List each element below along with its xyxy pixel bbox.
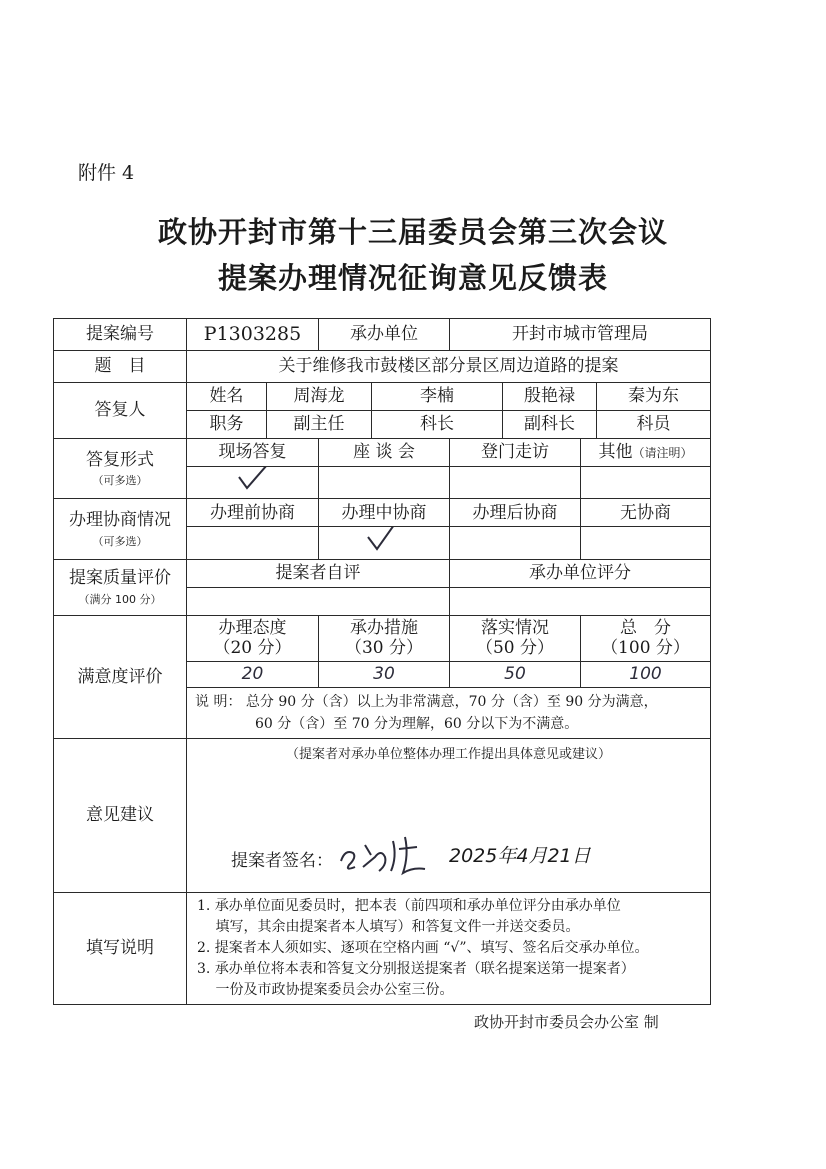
row-consultation-options — [54, 499, 711, 527]
topic-label: 题 目 — [54, 351, 187, 383]
satisfaction-total-label: 总 分 — [620, 617, 671, 638]
signature-label: 提案者签名： — [231, 850, 333, 871]
satisfaction-total-score[interactable]: 100 — [581, 661, 711, 687]
responder-name-4: 秦为东 — [597, 383, 711, 411]
consult-option-before: 办理前协商 — [187, 499, 319, 527]
responder-position-1: 副主任 — [267, 411, 372, 439]
instruction-line-1: 1. 承办单位面见委员时，把本表（前四项和承办单位评分由承办单位 — [197, 897, 621, 914]
quality-unit-eval-label: 承办单位评分 — [450, 559, 711, 587]
feedback-form-table — [53, 318, 711, 1005]
checkmark-icon — [233, 467, 273, 493]
responders-label: 答复人 — [54, 383, 187, 439]
reply-check-symposium[interactable] — [319, 467, 450, 499]
consultation-label-cell — [54, 499, 187, 559]
responder-position-label: 职务 — [187, 411, 267, 439]
consult-check-before[interactable] — [187, 527, 319, 559]
opinion-cell[interactable] — [187, 738, 711, 892]
quality-note: （满分 100 分） — [78, 592, 162, 606]
reply-option-other-note: （请注明） — [632, 446, 693, 461]
reply-form-note: （可多选） — [92, 474, 148, 488]
row-topic — [54, 351, 711, 383]
row-responder-names — [54, 383, 711, 411]
row-proposal-number — [54, 319, 711, 351]
satisfaction-attitude-header — [187, 615, 319, 661]
satisfaction-implementation-label: 落实情况 — [481, 617, 549, 638]
undertaking-unit-label: 承办单位 — [319, 319, 450, 351]
consult-check-after[interactable] — [450, 527, 581, 559]
reply-form-label-cell — [54, 439, 187, 499]
row-satisfaction-headers — [54, 615, 711, 661]
issuing-office: 政协开封市委员会办公室 制 — [474, 1013, 659, 1031]
consult-check-none[interactable] — [581, 527, 711, 559]
responder-name-2: 李楠 — [372, 383, 503, 411]
reply-option-other-label: 其他 — [598, 442, 633, 463]
proposal-number-value: P1303285 — [187, 319, 319, 351]
quality-self-eval-value[interactable] — [187, 587, 450, 615]
satisfaction-total-max: （100 分） — [601, 638, 690, 659]
responder-name-3: 殷艳禄 — [503, 383, 597, 411]
satisfaction-attitude-max: （20 分） — [213, 638, 292, 659]
reply-option-symposium: 座 谈 会 — [319, 439, 450, 467]
responder-position-3: 副科长 — [503, 411, 597, 439]
satisfaction-note — [187, 687, 711, 738]
opinion-label: 意见建议 — [54, 738, 187, 892]
row-instructions — [54, 892, 711, 1004]
quality-self-eval-label: 提案者自评 — [187, 559, 450, 587]
quality-label-cell — [54, 559, 187, 615]
checkmark-icon — [364, 527, 404, 553]
row-opinion — [54, 738, 711, 892]
responder-name-label: 姓名 — [187, 383, 267, 411]
instructions-cell — [187, 892, 711, 1004]
instructions-label: 填写说明 — [54, 892, 187, 1004]
reply-check-onsite[interactable] — [187, 467, 319, 499]
instruction-line-5: 一份及市政协提案委员会办公室三份。 — [197, 981, 454, 998]
satisfaction-implementation-header — [450, 615, 581, 661]
opinion-hint: （提案者对承办单位整体办理工作提出具体意见或建议） — [285, 746, 611, 762]
form-title-line1: 政协开封市第十三届委员会第三次会议 — [157, 215, 668, 249]
consultation-note: （可多选） — [92, 534, 148, 548]
responder-position-4: 科员 — [597, 411, 711, 439]
consult-option-after: 办理后协商 — [450, 499, 581, 527]
reply-check-home-visit[interactable] — [450, 467, 581, 499]
reply-option-onsite: 现场答复 — [187, 439, 319, 467]
instruction-line-3: 2. 提案者本人须如实、逐项在空格内画 “√”、填写、签名后交承办单位。 — [197, 939, 649, 956]
satisfaction-attitude-label: 办理态度 — [218, 617, 287, 638]
reply-form-label: 答复形式 — [86, 449, 154, 470]
satisfaction-implementation-max: （50 分） — [475, 638, 555, 659]
quality-label: 提案质量评价 — [69, 568, 171, 589]
satisfaction-measures-max: （30 分） — [344, 638, 424, 659]
undertaking-unit-value: 开封市城市管理局 — [450, 319, 711, 351]
satisfaction-total-header — [581, 615, 711, 661]
quality-unit-eval-value[interactable] — [450, 587, 711, 615]
instruction-line-2: 填写，其余由提案者本人填写）和答复文件一并送交委员。 — [197, 918, 580, 935]
reply-option-other — [581, 439, 711, 467]
responder-position-2: 科长 — [372, 411, 503, 439]
satisfaction-note-line1: 说 明： 总分 90 分（含）以上为非常满意，70 分（含）至 90 分为满意， — [195, 693, 658, 710]
satisfaction-attitude-score[interactable]: 20 — [187, 661, 319, 687]
satisfaction-measures-score[interactable]: 30 — [319, 661, 450, 687]
handwritten-signature — [335, 827, 455, 877]
reply-option-home-visit: 登门走访 — [450, 439, 581, 467]
consultation-label: 办理协商情况 — [69, 510, 171, 531]
responder-name-1: 周海龙 — [267, 383, 372, 411]
consult-check-during[interactable] — [319, 527, 450, 559]
proposal-number-label: 提案编号 — [54, 319, 187, 351]
reply-check-other[interactable] — [581, 467, 711, 499]
consult-option-during: 办理中协商 — [319, 499, 450, 527]
consult-option-none: 无协商 — [581, 499, 711, 527]
satisfaction-note-line2: 60 分（含）至 70 分为理解，60 分以下为不满意。 — [255, 715, 579, 732]
instruction-line-4: 3. 承办单位将本表和答复文分别报送提案者（联名提案送第一提案者） — [197, 960, 635, 977]
attachment-label: 附件 4 — [78, 162, 135, 184]
topic-value: 关于维修我市鼓楼区部分景区周边道路的提案 — [187, 351, 711, 383]
satisfaction-measures-header — [319, 615, 450, 661]
row-reply-form-options — [54, 439, 711, 467]
form-title-line2: 提案办理情况征询意见反馈表 — [217, 261, 608, 295]
satisfaction-label: 满意度评价 — [54, 615, 187, 738]
row-quality-headers — [54, 559, 711, 587]
signature-date: 2025年4月21日 — [449, 844, 591, 867]
satisfaction-implementation-score[interactable]: 50 — [450, 661, 581, 687]
satisfaction-measures-label: 承办措施 — [350, 617, 418, 638]
